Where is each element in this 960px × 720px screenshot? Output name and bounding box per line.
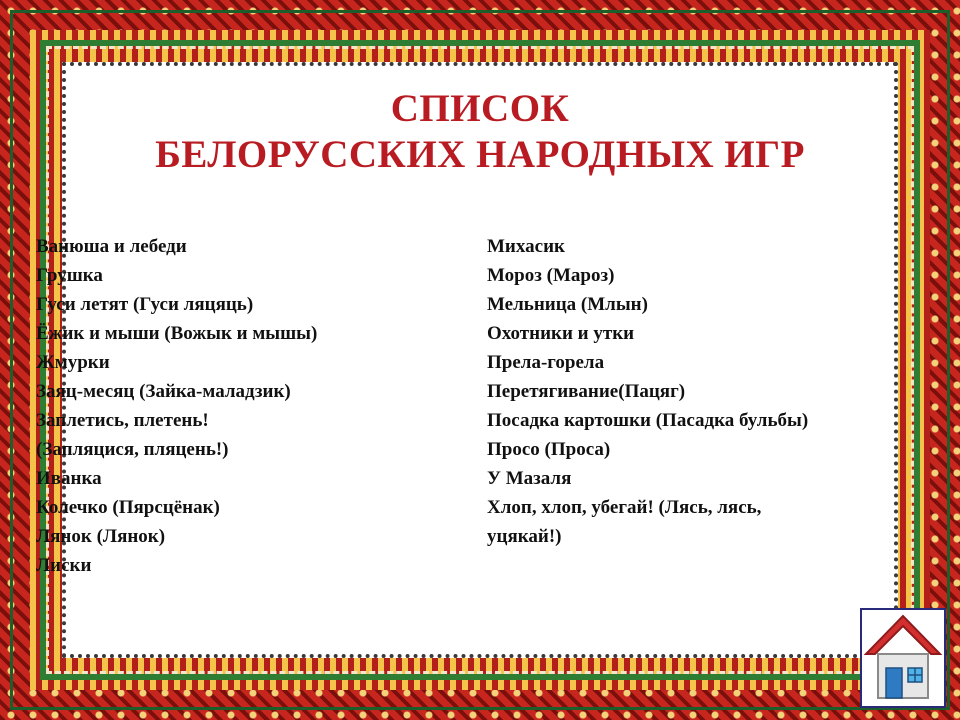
page-title — [0, 86, 960, 178]
title-line-2: БЕЛОРУССКИХ НАРОДНЫХ ИГР — [155, 133, 805, 176]
list-item: У Мазаля — [487, 468, 572, 489]
list-item: Заплетись, плетень! — [36, 410, 209, 431]
list-item: Иванка — [36, 468, 102, 489]
list-item: Просо (Проса) — [487, 439, 611, 460]
list-item: Ёжик и мыши (Вожык и мышы) — [36, 323, 318, 344]
list-item: Хлоп, хлоп, убегай! (Лясь, лясь, — [487, 497, 762, 518]
list-item: Мороз (Мароз) — [487, 265, 615, 286]
list-item: Грушка — [36, 265, 103, 286]
home-icon — [862, 610, 944, 706]
list-item: Лянок (Лянок) — [36, 526, 166, 547]
list-item: уцякай!) — [487, 526, 562, 547]
list-item: Гуси летят (Гуси ляцяць) — [36, 294, 254, 315]
list-item: Охотники и утки — [487, 323, 635, 344]
home-button[interactable] — [860, 608, 946, 708]
list-item: Мельница (Млын) — [487, 294, 648, 315]
list-item: Прела-горела — [487, 352, 605, 373]
list-item: Лиски — [36, 555, 92, 576]
list-item: (Запляцися, пляцень!) — [36, 439, 229, 460]
list-item: Михасик — [487, 236, 565, 257]
list-item: Колечко (Пярсцёнак) — [36, 497, 220, 518]
list-item: Посадка картошки (Пасадка бульбы) — [487, 410, 809, 431]
games-list-left — [36, 232, 456, 580]
list-item: Перетягивание(Пацяг) — [487, 381, 686, 402]
list-item: Жмурки — [36, 352, 110, 373]
games-list-right — [487, 232, 907, 551]
title-line-1: СПИСОК — [390, 87, 570, 130]
list-item: Ванюша и лебеди — [36, 236, 187, 257]
list-item: Заяц-месяц (Зайка-маладзик) — [36, 381, 291, 402]
